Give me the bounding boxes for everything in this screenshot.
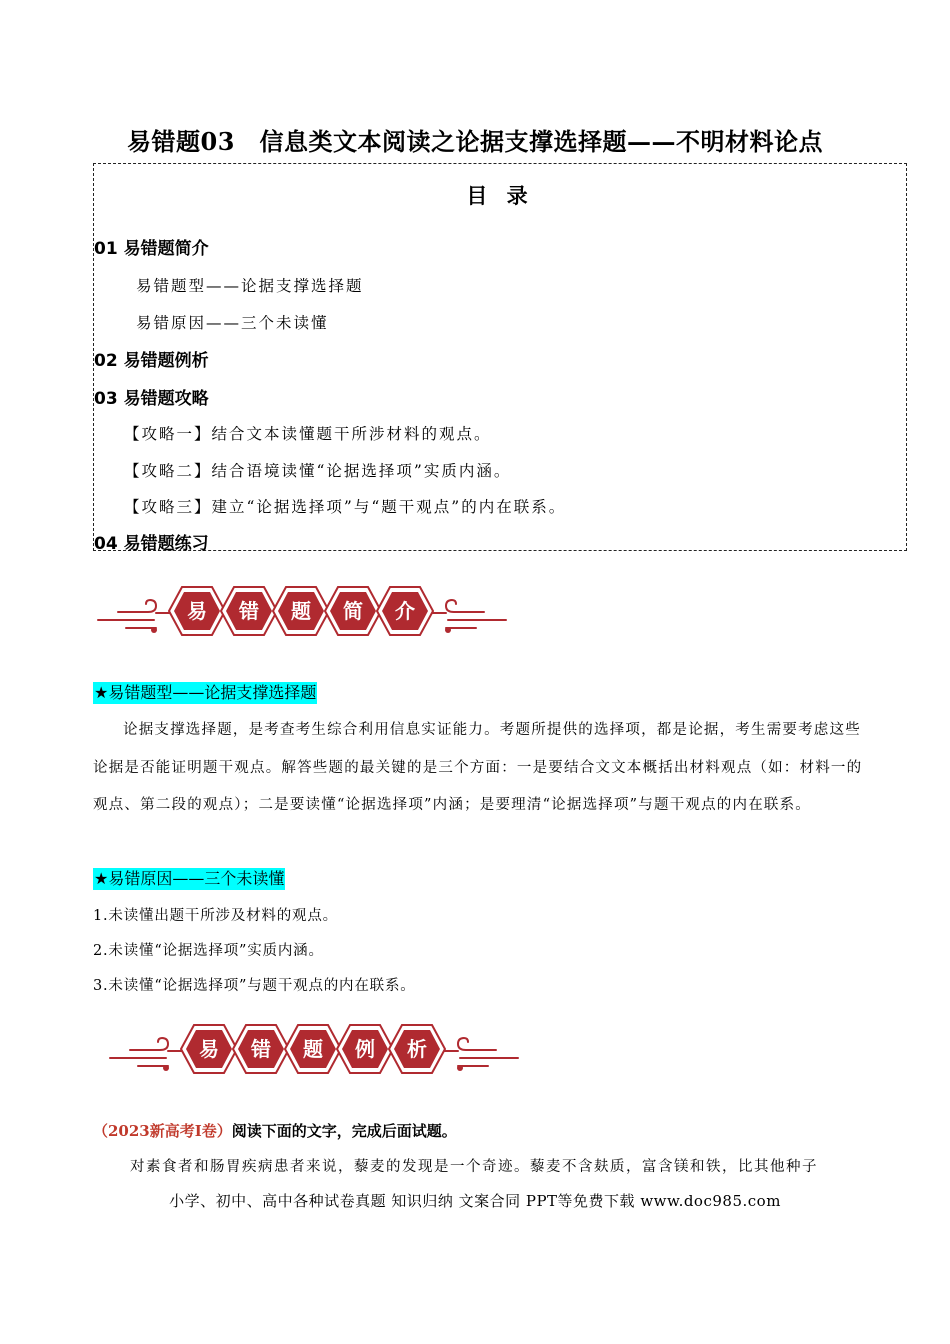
banner-char-tile: 题 [284,1024,342,1074]
banner-char-tile: 易 [180,1024,238,1074]
exam-source: （2023新高考Ⅰ卷） [93,1122,232,1140]
banner-char-tile: 题 [272,586,330,636]
toc-section-3[interactable]: 03 易错题攻略 [94,389,209,409]
section-banner-example [108,1016,520,1086]
banner-char-tile: 错 [232,1024,290,1074]
toc-item[interactable]: 【攻略二】结合语境读懂“论据选择项”实质内涵。 [124,462,512,480]
section-banner-intro [96,578,508,648]
banner-char-tile: 错 [220,586,278,636]
toc-heading: 目 录 [466,184,534,208]
section-heading-type: ★易错题型——论据支撑选择题 [94,683,317,702]
page-title: 易错题03 信息类文本阅读之论据支撑选择题——不明材料论点 [127,127,823,156]
banner-char-tile: 例 [336,1024,394,1074]
banner-char-tile: 易 [168,586,226,636]
toc-item[interactable]: 易错原因——三个未读懂 [136,314,329,332]
section-type-paragraph: 论据支撑选择题，是考查考生综合利用信息实证能力。考题所提供的选择项，都是论据，考生需要考虑这些论据是否能证明题干观点。解答些题的最关键的是三个方面：一是要结合文文本概括出材料观点（如：材料一的观点、第二段的观点）；二是要读懂“论据选择项”内涵；是要理清“论据选择项”与题干观点的内在联系。 [93,722,863,813]
toc-item[interactable]: 【攻略一】结合文本读懂题干所涉材料的观点。 [124,425,492,443]
example-source-line [93,1120,457,1141]
example-text: 对素食者和肠胃疾病患者来说，藜麦的发现是一个奇迹。藜麦不含麸质，富含镁和铁，比其他种子 [130,1159,818,1175]
list-item: 2.未读懂“论据选择项”实质内涵。 [93,943,324,959]
toc-section-4[interactable]: 04 易错题练习 [94,534,209,554]
banner-char-tile: 简 [324,586,382,636]
list-item: 3.未读懂“论据选择项”与题干观点的内在联系。 [93,978,416,994]
toc-section-2[interactable]: 02 易错题例析 [94,351,209,371]
toc-item[interactable]: 【攻略三】建立“论据选择项”与“题干观点”的内在联系。 [124,498,567,516]
banner-char-tile: 介 [376,586,434,636]
list-item: 1.未读懂出题干所涉及材料的观点。 [93,908,338,924]
page-footer[interactable]: 小学、初中、高中各种试卷真题 知识归纳 文案合同 PPT等免费下载 www.doc985.com [169,1192,781,1210]
banner-char-tile: 析 [388,1024,446,1074]
toc-section-1[interactable]: 01 易错题简介 [94,239,209,259]
example-instruction: 阅读下面的文字，完成后面试题。 [231,1122,457,1140]
toc-item[interactable]: 易错题型——论据支撑选择题 [136,277,364,295]
table-of-contents [93,163,907,554]
section-heading-reason: ★易错原因——三个未读懂 [94,869,285,888]
